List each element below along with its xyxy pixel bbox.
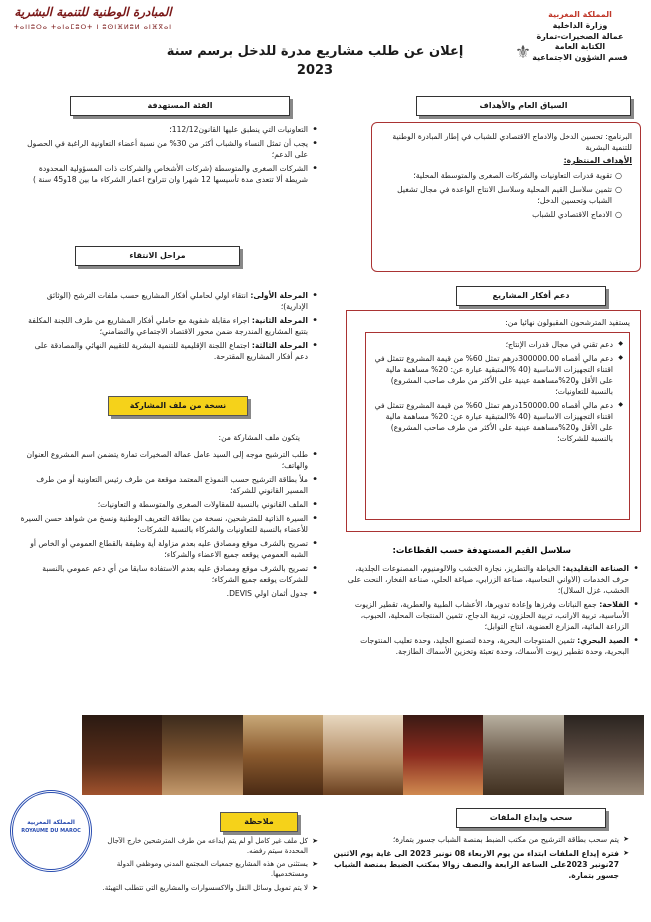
list-item <box>20 315 320 337</box>
note-section <box>98 836 320 896</box>
goals-title: الأهداف المنتظرة: <box>563 156 632 165</box>
photo-herbs <box>162 715 242 795</box>
list-item: • تصريح بالشرف موقع ومصادق عليه بعدم الاستفادة سابقا من أي دعم عمومي بالنسبة للشركات يوقعه جميع الشركاء؛ <box>20 563 320 585</box>
stamp-line-fr: ROYAUME DU MAROC <box>21 827 81 834</box>
list-item <box>20 340 320 362</box>
photo-crafts <box>564 715 644 795</box>
gov-line-division: قسم الشؤون الاجتماعية <box>532 53 628 63</box>
logo-arabic-text: المبادرة الوطنية للتنمية البشرية <box>14 5 172 19</box>
list-item: • جدول أثمان اولي DEVIS. <box>20 588 320 599</box>
deposit-list <box>311 834 631 881</box>
sectors-title: سلاسل القيم المستهدفة حسب القطاعات: <box>392 546 571 556</box>
file-intro: يتكون ملف المشاركة من: <box>218 433 300 442</box>
photo-pottery <box>243 715 323 795</box>
list-item: • تصريح بالشرف موقع ومصادق عليه بعدم مزاولة أية وظيفة بالقطاع العمومي أو الخاص أو الشبه العمومي يوقعه جميع الاعضاء والشركاء؛ <box>20 538 320 560</box>
sectors-list <box>341 563 641 657</box>
photo-rabbit <box>323 715 403 795</box>
sector-text: تثمين المنتوجات البحرية، وحدة لتصنيع الجليد، وحدة تعليب المنتوجات البحرية، وحدة تقطير زيوت الأسماك، وحدة تعبئة وتخزين الأسماك الطازجة. <box>360 636 629 657</box>
list-item: • التعاونيات التي ينطبق عليها القانون112/12؛ <box>20 124 320 135</box>
government-header <box>521 10 639 64</box>
products-photo-strip <box>82 715 644 795</box>
stamp-line-ar: المملكة المغربية <box>27 819 75 826</box>
list-item: ○ تقوية قدرات التعاونيات والشركات الصغرى والمتوسطة المحلية؛ <box>380 170 624 181</box>
context-section <box>371 122 641 272</box>
stage-text: اجتماع اللجنة الإقليمية للتنمية البشرية للتقييم النهائي والمصادقة على دعم أفكار المشاريع المقترحة. <box>34 341 308 361</box>
list-item <box>341 599 641 632</box>
sector-label: الفلاحة: <box>599 600 629 610</box>
support-inner-box <box>365 332 630 520</box>
stage-label: المرحلة الثالثة: <box>251 341 308 350</box>
list-item: • السيرة الذاتية للمترشحين، نسخة من بطاقة التعريف الوطنية ونسخ من شواهد حسن السيرة للأعضاء بالنسبة للتعاونيات والشركاء بالنسبة للشركات؛ <box>20 513 320 535</box>
list-item: ➤ يستثنى من هذه المشاريع جمعيات المجتمع المدني وموظفي الدولة ومستخدميها. <box>98 859 320 879</box>
sectors-section <box>341 545 641 660</box>
logo-tifinagh-text: ⵜⴰⵏⵏⵓⵔⴰ ⵜⴰⵏⴰⵎⵓⵔⵜ ⵏ ⵓⵙⵏⴼⵍⵓⵍ ⴰⵏⴼⴳⴰⵏ <box>13 23 173 32</box>
support-list <box>370 339 625 444</box>
list-item: ➤ يتم سحب بطاقة الترشيح من مكتب الضبط بمنصة الشباب جسور بتمارة؛ <box>311 834 631 845</box>
stage-label: المرحلة الثانية: <box>251 316 308 325</box>
list-item: • الشركات الصغرى والمتوسطة (شركات الأشخاص والشركات ذات المسؤولية المحدودة شريطة ألا تتعدى مدة تأسيسها 12 شهرا وان تتراوح اعمار الشركاء ما بين 18و45 سنة ) <box>20 163 320 185</box>
stages-section <box>20 290 320 365</box>
list-item: ○ الادماج الاقتصادي للشباب <box>380 209 624 220</box>
gov-line-prefecture: عمالة الصخيرات-تمارة <box>536 31 624 41</box>
official-stamp <box>10 790 92 872</box>
support-intro: يستفيد المترشحون المقبولون نهائيا من: <box>505 318 630 327</box>
target-list <box>20 124 320 185</box>
support-header: دعم أفكار المشاريع <box>456 286 606 306</box>
stages-header: مراحل الانتقاء <box>75 246 240 266</box>
note-list <box>98 836 320 893</box>
deposit-section <box>311 834 631 884</box>
deposit-header: سحب وإيداع الملفات <box>456 808 606 828</box>
stage-label: المرحلة الأولى: <box>250 291 308 300</box>
sector-text: جمع النباتات وفرزها وإعادة تدويرها، الأعشاب الطبية والعطرية، تقطير الزيوت الأساسية، تربية الارانب، تربية الحلزون، تربية الدجاج، تثمين المنتجات المحلية، الحبوب، الزراعة المائية، المزارع العضوية، انتاج التوابل؛ <box>354 600 629 632</box>
list-item: • ملأ بطاقة الترشيح حسب النموذج المعتمد موقعة من طرف رئيس التعاونية أو من طرف المسير القانوني للشركة؛ <box>20 474 320 496</box>
file-header: نسخة من ملف المشاركة <box>108 396 248 416</box>
target-header: الفئة المستهدفة <box>70 96 290 116</box>
emblem-icon: ⚜ <box>514 42 531 63</box>
file-section <box>20 432 320 602</box>
gov-line-secretariat: الكتابة العامة <box>554 42 606 52</box>
sector-text: الخياطة والتطريز، نجارة الخشب والالومنيوم، المصنوعات الجلدية، حرف الخدمات (الاواني النحاسية، صناعة الزرابي، صياغة الحلي، صناعة الفخار، النحت على الخشب، غزل السلال)؛ <box>347 564 629 596</box>
note-header: ملاحظة <box>220 812 298 832</box>
list-item: • الملف القانوني بالنسبة للمقاولات الصغرى والمتوسطة و التعاونيات؛ <box>20 499 320 510</box>
stages-list <box>20 290 320 362</box>
list-item: ➤ كل ملف غير كامل أو لم يتم ايداعه من طرف المترشحين خارج الآجال المحددة سيتم رفضه. <box>98 836 320 856</box>
stage-text: اجراء مقابلة شفوية مع حاملي أفكار المشاريع من طرف اللجنة المكلفة بتتبع المشاريع المندرجة ضمن محور الاقتصاد الاجتماعي والتضامني؛ <box>28 316 308 336</box>
sector-label: الصناعة التقليدية: <box>562 564 629 574</box>
gov-line-ministry: وزارة الداخلية <box>552 20 608 30</box>
target-section <box>20 124 320 188</box>
file-list <box>20 449 320 599</box>
goals-list <box>380 170 632 220</box>
stage-text: انتقاء اولي لحاملي أفكار المشاريع حسب ملفات الترشح (الوثائق الإدارية)؛ <box>46 291 308 311</box>
program-text: البرنامج: تحسين الدخل والادماج الاقتصادي للشباب في إطار المبادرة الوطنية للتنمية البشرية <box>392 132 632 152</box>
initiative-logo <box>8 4 178 33</box>
list-item: • يجب أن تمثل النساء والشباب أكثر من 30% من نسبة أعضاء التعاونية الراغبة في الحصول على الدعم؛ <box>20 138 320 160</box>
photo-fish <box>483 715 563 795</box>
list-item: ○ تثمين سلاسل القيم المحلية وسلاسل الانتاج الواعدة في مجال تشغيل الشباب وتحسين الدخل؛ <box>380 184 624 206</box>
list-item: ➤ لا يتم تمويل وسائل النقل والاكسسوارات والمشاريع التي تتطلب التهيئة. <box>98 883 320 893</box>
list-item <box>20 290 320 312</box>
list-item: ◆ دعم مالي أقصاه 300000.00درهم تمثل 60% من قيمة المشروع تتمثل في اقتناء التجهيزات الاساسية (40 %المتبقية عبارة عن: 20% مساهمة مالية على الأقل و20%مساهمة عينية على الأكثر من طرف صاحب المشروع) بالنسبة للتعاونيات؛ <box>370 353 625 397</box>
context-header: السياق العام والأهداف <box>416 96 631 116</box>
gov-line-kingdom: المملكة المغربية <box>548 10 612 19</box>
list-item: ◆ دعم مالي أقصاه 150000.00درهم تمثل 60% من قيمة المشروع تتمثل في اقتناء التجهيزات الاساسية (40 %المتبقية عبارة عن: 20% مساهمة مالية على الأقل و20%مساهمة عينية على الأكثر من طرف صاحب المشروع) بالنسبة للشركات؛ <box>370 400 625 444</box>
list-item: ◆ دعم تقني في مجال قدرات الإنتاج؛ <box>370 339 625 350</box>
photo-oils <box>82 715 162 795</box>
page-title: إعلان عن طلب مشاريع مدرة للدخل برسم سنة 2023 <box>166 44 464 78</box>
support-section <box>346 310 641 532</box>
photo-spices <box>403 715 483 795</box>
list-item <box>341 563 641 596</box>
list-item: ➤ فترة إيداع الملفات ابتداء من يوم الاربعاء 08 نونبر 2023 الى غاية يوم الاثنين 27نونبر 2023على الساعة الرابعة والنصف زوالا بمكتب الضبط بمنصة الشباب جسور بتمارة. <box>311 848 631 881</box>
sector-label: الصيد البحري: <box>577 636 629 646</box>
list-item <box>341 635 641 657</box>
list-item: • طلب الترشيح موجه إلى السيد عامل عمالة الصخيرات تمارة يتضمن اسم المشروع العنوان والهاتف؛ <box>20 449 320 471</box>
